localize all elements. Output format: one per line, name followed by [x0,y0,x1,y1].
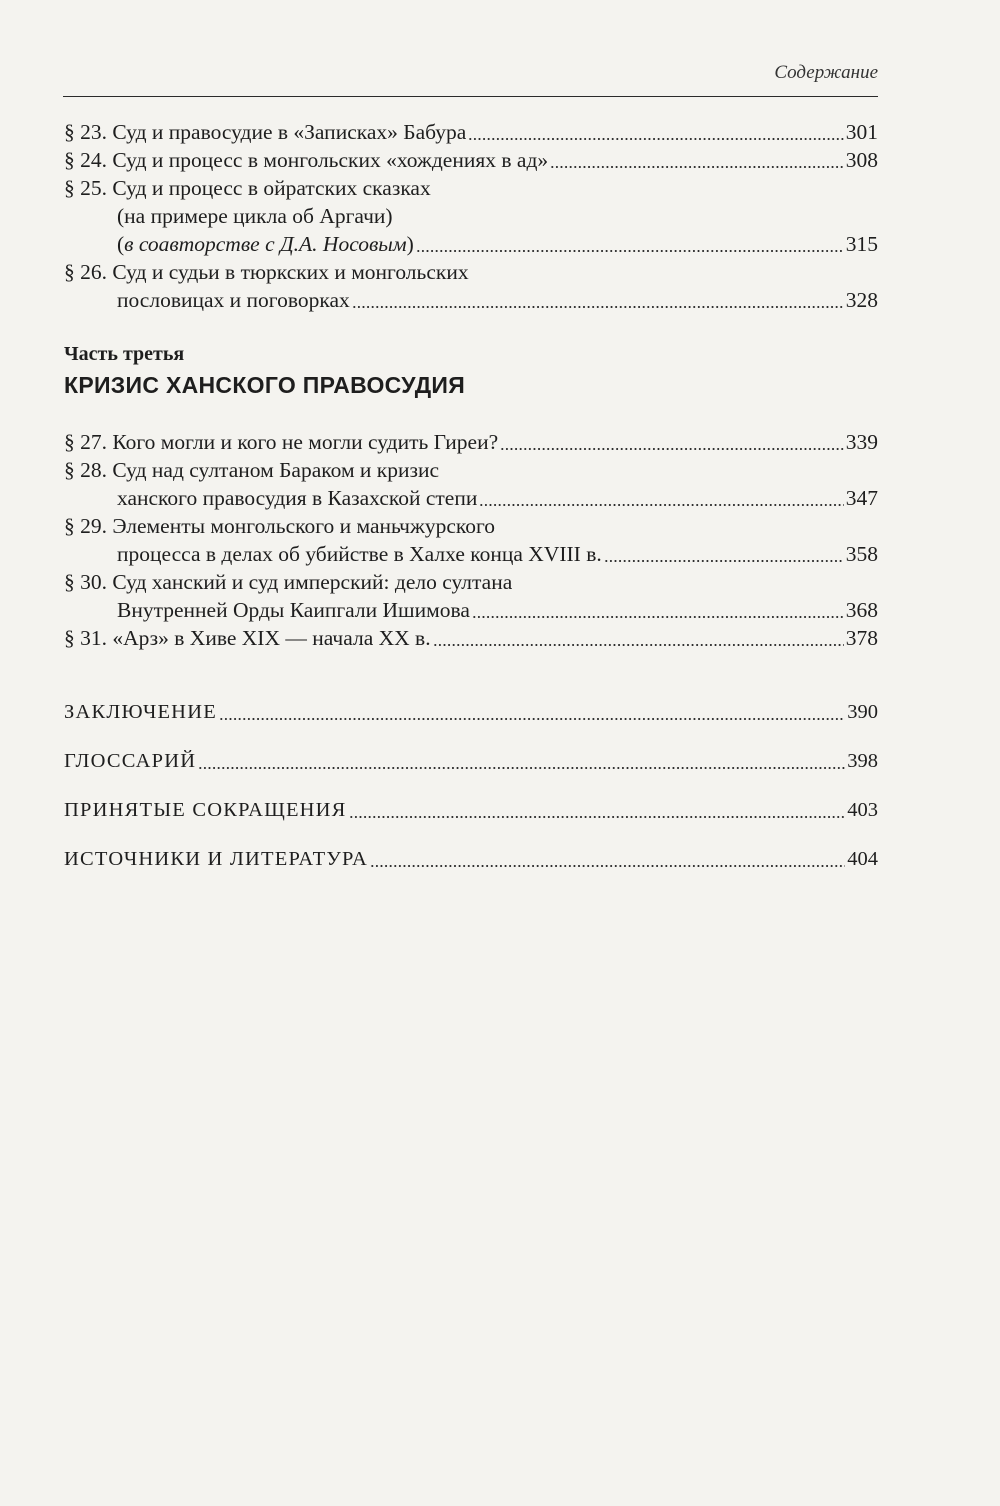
leader-dots [479,485,843,507]
toc-entry-30[interactable] [64,568,878,624]
entry-text-cont: процесса в делах об убийстве в Халхе конца XVIII в. [117,542,602,566]
part-label: Часть третья [64,343,185,365]
running-head: Содержание [774,62,878,83]
toc-entry-sources[interactable] [64,845,878,873]
entry-text: § 28. Суд над султаном Бараком и кризис [64,458,440,482]
entry-text: ПРИНЯТЫЕ СОКРАЩЕНИЯ [64,799,347,821]
header-rule [63,96,878,97]
part-title: КРИЗИС ХАНСКОГО ПРАВОСУДИЯ [64,372,466,398]
entry-text: § 27. Кого могли и кого не могли судить Гиреи? [64,430,499,454]
page-number: 347 [845,486,878,510]
page-number: 315 [845,232,878,256]
toc-entry-glossary[interactable] [64,747,878,775]
toc-section-a [64,118,878,314]
page-number: 328 [845,288,878,312]
leader-dots [500,429,844,451]
leader-dots [352,287,844,309]
leader-dots [472,597,844,619]
coauthor-note: (в соавторстве с Д.А. Носовым) [117,232,414,256]
entry-text-cont: пословицах и поговорках [117,288,350,312]
page-number: 368 [845,598,878,622]
toc-section-b [64,428,878,652]
entry-text: § 29. Элементы монгольского и маньчжурского [64,514,496,538]
toc-entry-conclusion[interactable] [64,698,878,726]
leader-dots [198,748,845,770]
page-number: 308 [845,148,878,172]
entry-text: ГЛОССАРИЙ [64,750,197,772]
leader-dots [349,797,846,819]
entry-text: ЗАКЛЮЧЕНИЕ [64,701,217,723]
entry-text: § 30. Суд ханский и суд имперский: дело султана [64,570,513,594]
entry-text-cont: (на примере цикла об Аргачи) [117,204,393,228]
leader-dots [416,231,844,253]
page-number: 390 [847,701,878,723]
toc-entry-28[interactable] [64,456,878,512]
entry-text: § 24. Суд и процесс в монгольских «хождениях в ад» [64,148,549,172]
page-number: 398 [847,750,878,772]
toc-entry-27[interactable] [64,428,878,456]
toc-entry-abbreviations[interactable] [64,796,878,824]
leader-dots [468,119,843,141]
leader-dots [433,625,844,647]
part-heading [64,343,878,399]
entry-text: § 25. Суд и процесс в ойратских сказках [64,176,431,200]
entry-text-cont: ханского правосудия в Казахской степи [117,486,478,510]
entry-text: § 26. Суд и судьи в тюркских и монгольских [64,260,469,284]
entry-text: § 31. «Арз» в Хиве XIX — начала XX в. [64,626,431,650]
entry-text: ИСТОЧНИКИ И ЛИТЕРАТУРА [64,848,369,870]
leader-dots [219,699,845,721]
entry-text: § 23. Суд и правосудие в «Записках» Бабура [64,120,467,144]
page-number: 339 [845,430,878,454]
page-number: 378 [845,626,878,650]
leader-dots [370,846,845,868]
toc-entry-26[interactable] [64,258,878,314]
leader-dots [604,541,844,563]
toc-entry-25[interactable] [64,174,878,258]
page-number: 404 [847,848,878,870]
page-number: 358 [845,542,878,566]
toc-back-matter [64,698,878,873]
page-number: 301 [845,120,878,144]
toc-entry-24[interactable] [64,146,878,174]
page-number: 403 [847,799,878,821]
toc-entry-31[interactable] [64,624,878,652]
entry-text-cont: Внутренней Орды Каипгали Ишимова [117,598,470,622]
toc-entry-23[interactable] [64,118,878,146]
leader-dots [550,147,844,169]
toc-entry-29[interactable] [64,512,878,568]
